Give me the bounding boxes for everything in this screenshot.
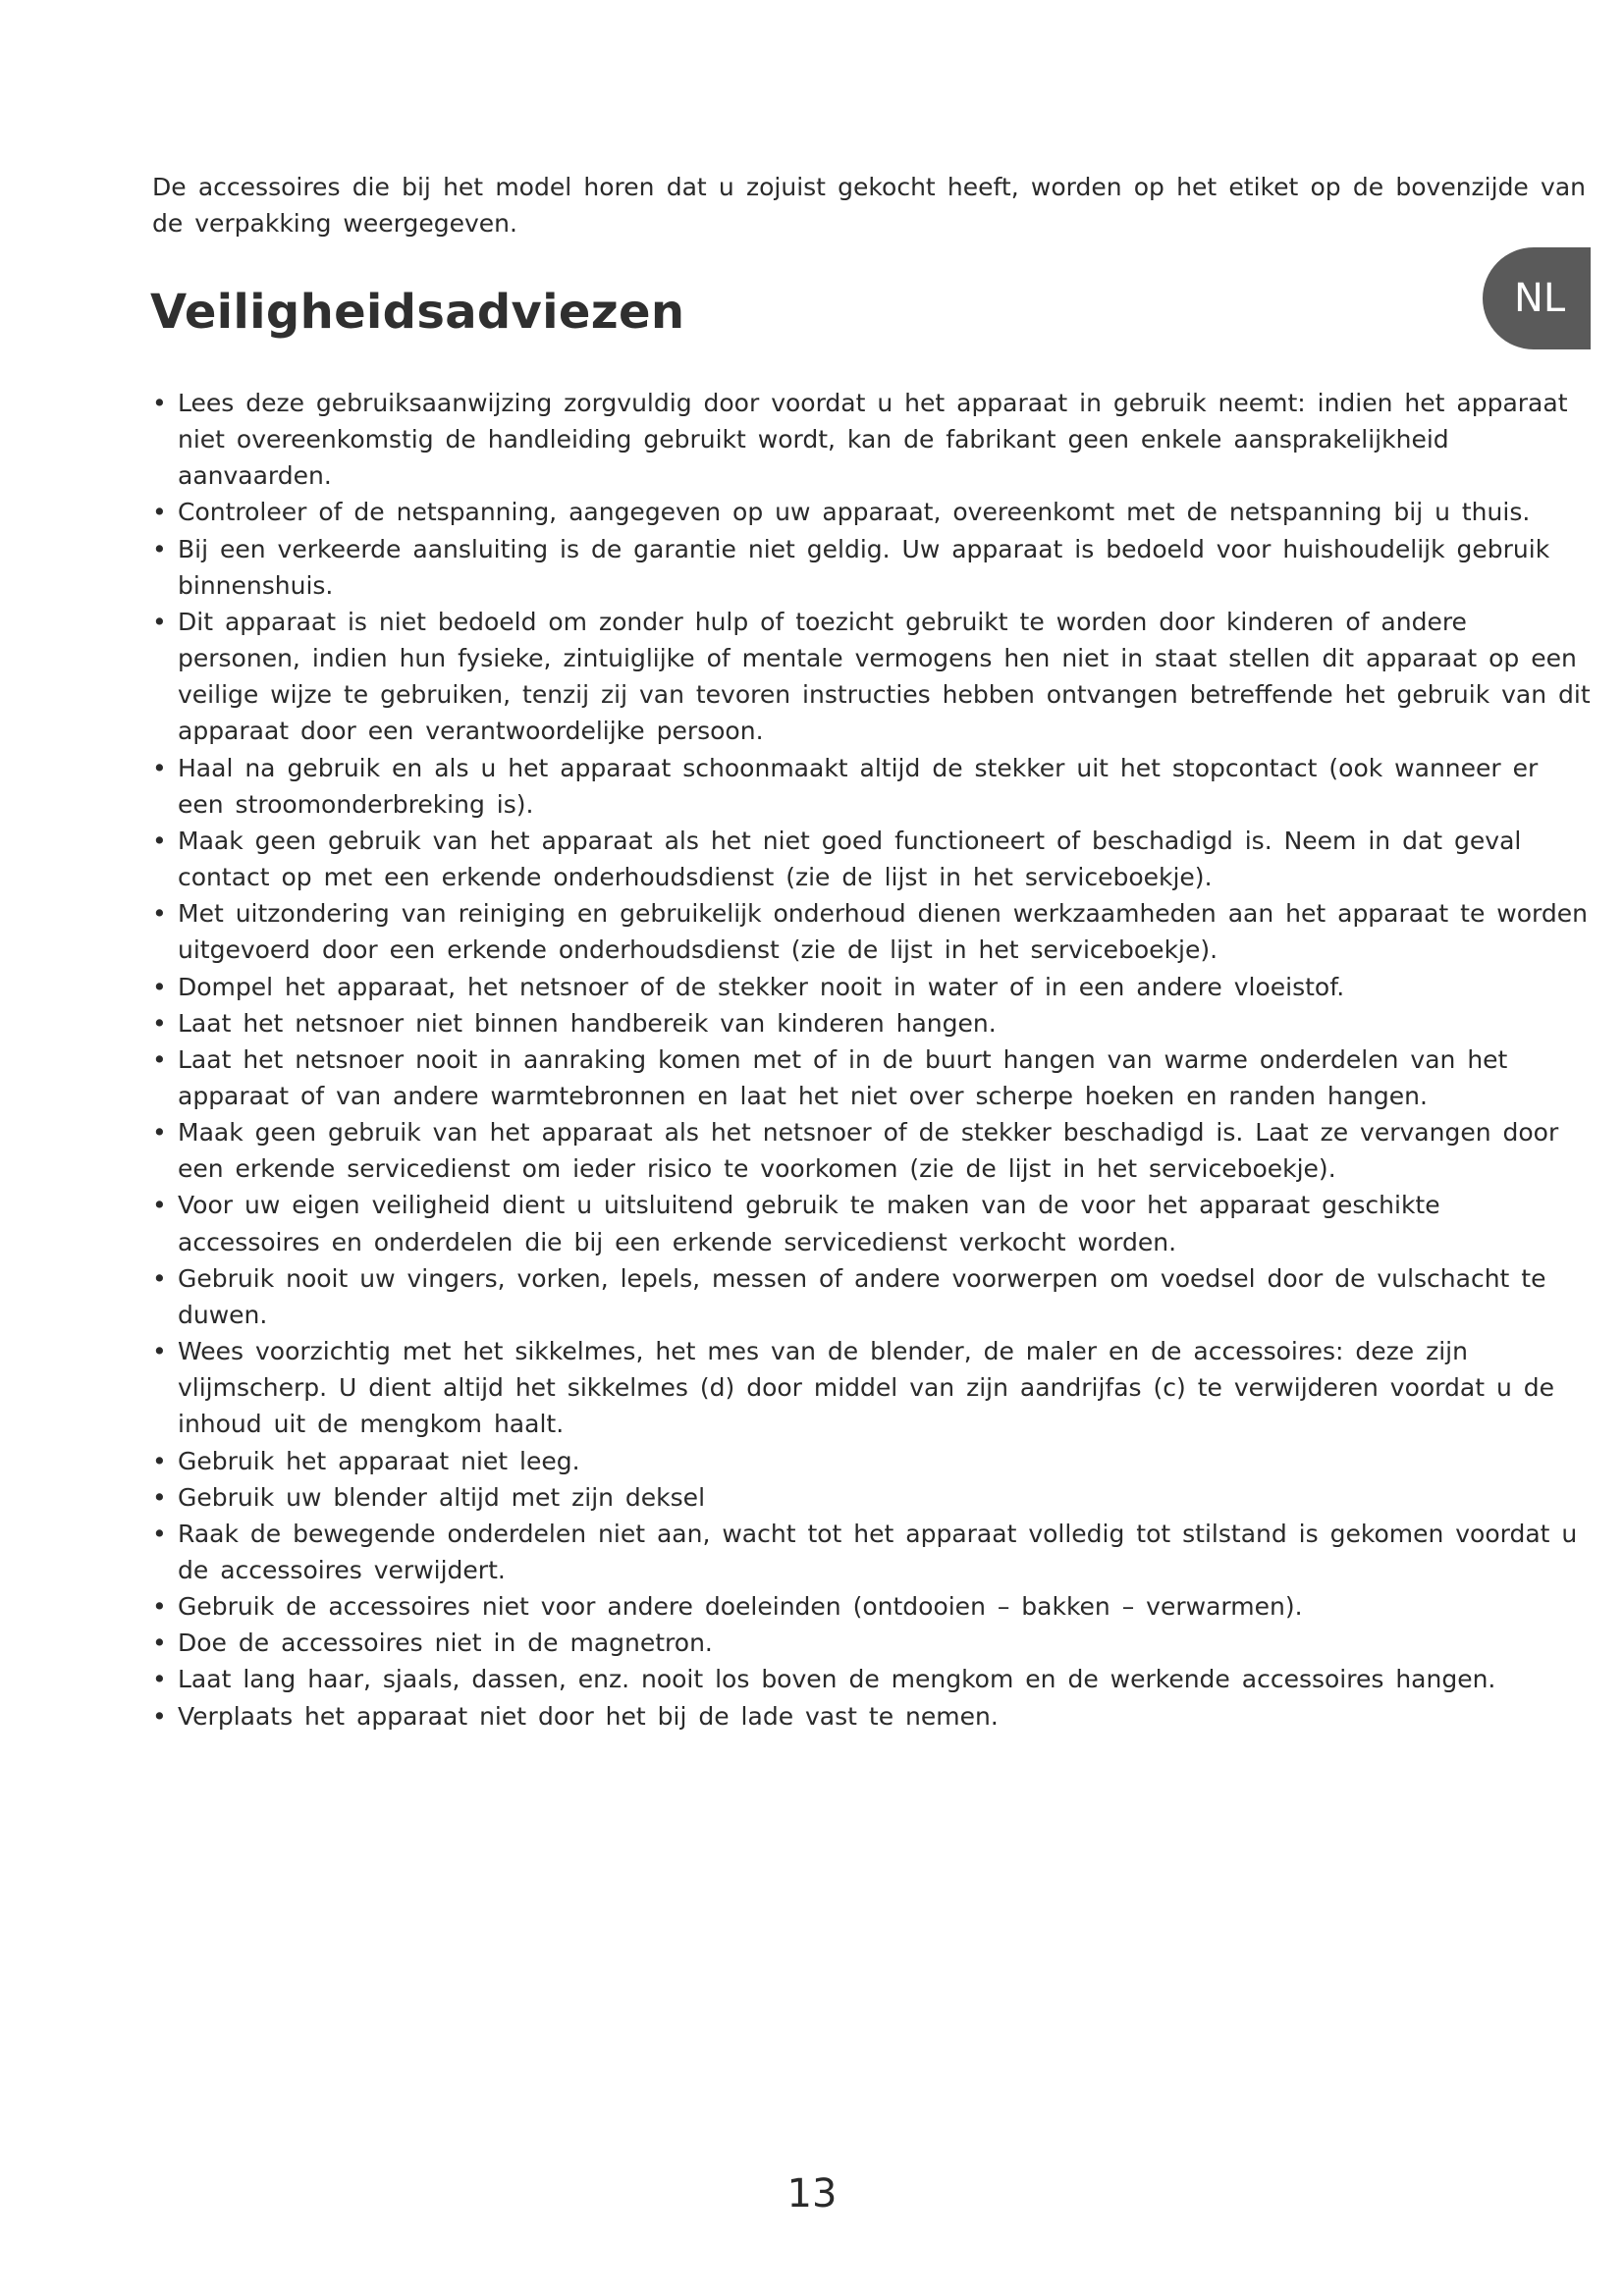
list-item: • Dit apparaat is niet bedoeld om zonder hulp of toezicht gebruikt te worden door kinderen of andere personen, indien hun fysieke, zintuiglijke of mentale vermogens hen niet in staat stellen dit apparaat op een veilige wijze te gebruiken, tenzij zij van tevoren instructies hebben ontvangen betreffende het gebruik van dit apparaat door een verantwoordelijke persoon. — [152, 604, 1592, 750]
list-item: • Raak de bewegende onderdelen niet aan, wacht tot het apparaat volledig tot stilstand is gekomen voordat u de accessoires verwijdert. — [152, 1516, 1592, 1588]
list-item: • Wees voorzichtig met het sikkelmes, het mes van de blender, de maler en de accessoires: deze zijn vlijmscherp. U dient altijd het sikkelmes (d) door middel van zijn aandrijfas (c) te verwijderen voordat u de inhoud uit de mengkom haalt. — [152, 1333, 1592, 1442]
list-item: • Met uitzondering van reiniging en gebruikelijk onderhoud dienen werkzaamheden aan het apparaat te worden uitgevoerd door een erkende onderhoudsdienst (zie de lijst in het serviceboekje). — [152, 895, 1592, 968]
language-tab: NL — [1483, 247, 1591, 349]
list-item: • Maak geen gebruik van het apparaat als het niet goed functioneert of beschadigd is. Neem in dat geval contact op met een erkende onderhoudsdienst (zie de lijst in het serviceboekje). — [152, 823, 1592, 895]
list-item: • Doe de accessoires niet in de magnetron. — [152, 1625, 1592, 1661]
list-item: • Maak geen gebruik van het apparaat als het netsnoer of de stekker beschadigd is. Laat ze vervangen door een erkende servicedienst om ieder risico te voorkomen (zie de lijst in het serviceboekje). — [152, 1114, 1592, 1187]
list-item: • Controleer of de netspanning, aangegeven op uw apparaat, overeenkomt met de netspanning bij u thuis. — [152, 494, 1592, 530]
list-item: • Voor uw eigen veiligheid dient u uitsluitend gebruik te maken van de voor het apparaat geschikte accessoires en onderdelen die bij een erkende servicedienst verkocht worden. — [152, 1187, 1592, 1259]
list-item: • Verplaats het apparaat niet door het bij de lade vast te nemen. — [152, 1698, 1592, 1735]
list-item: • Laat het netsnoer nooit in aanraking komen met of in de buurt hangen van warme onderdelen van het apparaat of van andere warmtebronnen en laat het niet over scherpe hoeken en randen hangen. — [152, 1041, 1592, 1114]
list-item: • Dompel het apparaat, het netsnoer of de stekker nooit in water of in een andere vloeistof. — [152, 969, 1592, 1005]
list-item: • Laat lang haar, sjaals, dassen, enz. nooit los boven de mengkom en de werkende accessoires hangen. — [152, 1661, 1592, 1697]
list-item: • Gebruik nooit uw vingers, vorken, lepels, messen of andere voorwerpen om voedsel door de vulschacht te duwen. — [152, 1260, 1592, 1333]
list-item: • Bij een verkeerde aansluiting is de garantie niet geldig. Uw apparaat is bedoeld voor huishoudelijk gebruik binnenshuis. — [152, 531, 1592, 604]
list-item: • Laat het netsnoer niet binnen handbereik van kinderen hangen. — [152, 1005, 1592, 1041]
list-item: • Lees deze gebruiksaanwijzing zorgvuldig door voordat u het apparaat in gebruik neemt: indien het apparaat niet overeenkomstig de handleiding gebruikt wordt, kan de fabrikant geen enkele aansprakelijkheid aanvaarden. — [152, 385, 1592, 494]
section-title: Veiligheidsadviezen — [150, 285, 685, 340]
list-item: • Gebruik de accessoires niet voor andere doeleinden (ontdooien – bakken – verwarmen). — [152, 1588, 1592, 1625]
safety-list — [152, 385, 1596, 1735]
list-item: • Gebruik het apparaat niet leeg. — [152, 1443, 1592, 1479]
list-item: • Haal na gebruik en als u het apparaat schoonmaakt altijd de stekker uit het stopcontact (ook wanneer er een stroomonderbreking is). — [152, 750, 1592, 823]
intro-paragraph: De accessoires die bij het model horen dat u zojuist gekocht heeft, worden op het etiket op de bovenzijde van de verpakking weergegeven. — [152, 173, 1586, 238]
list-item: • Gebruik uw blender altijd met zijn deksel — [152, 1479, 1592, 1516]
page-number: 13 — [786, 2171, 838, 2216]
